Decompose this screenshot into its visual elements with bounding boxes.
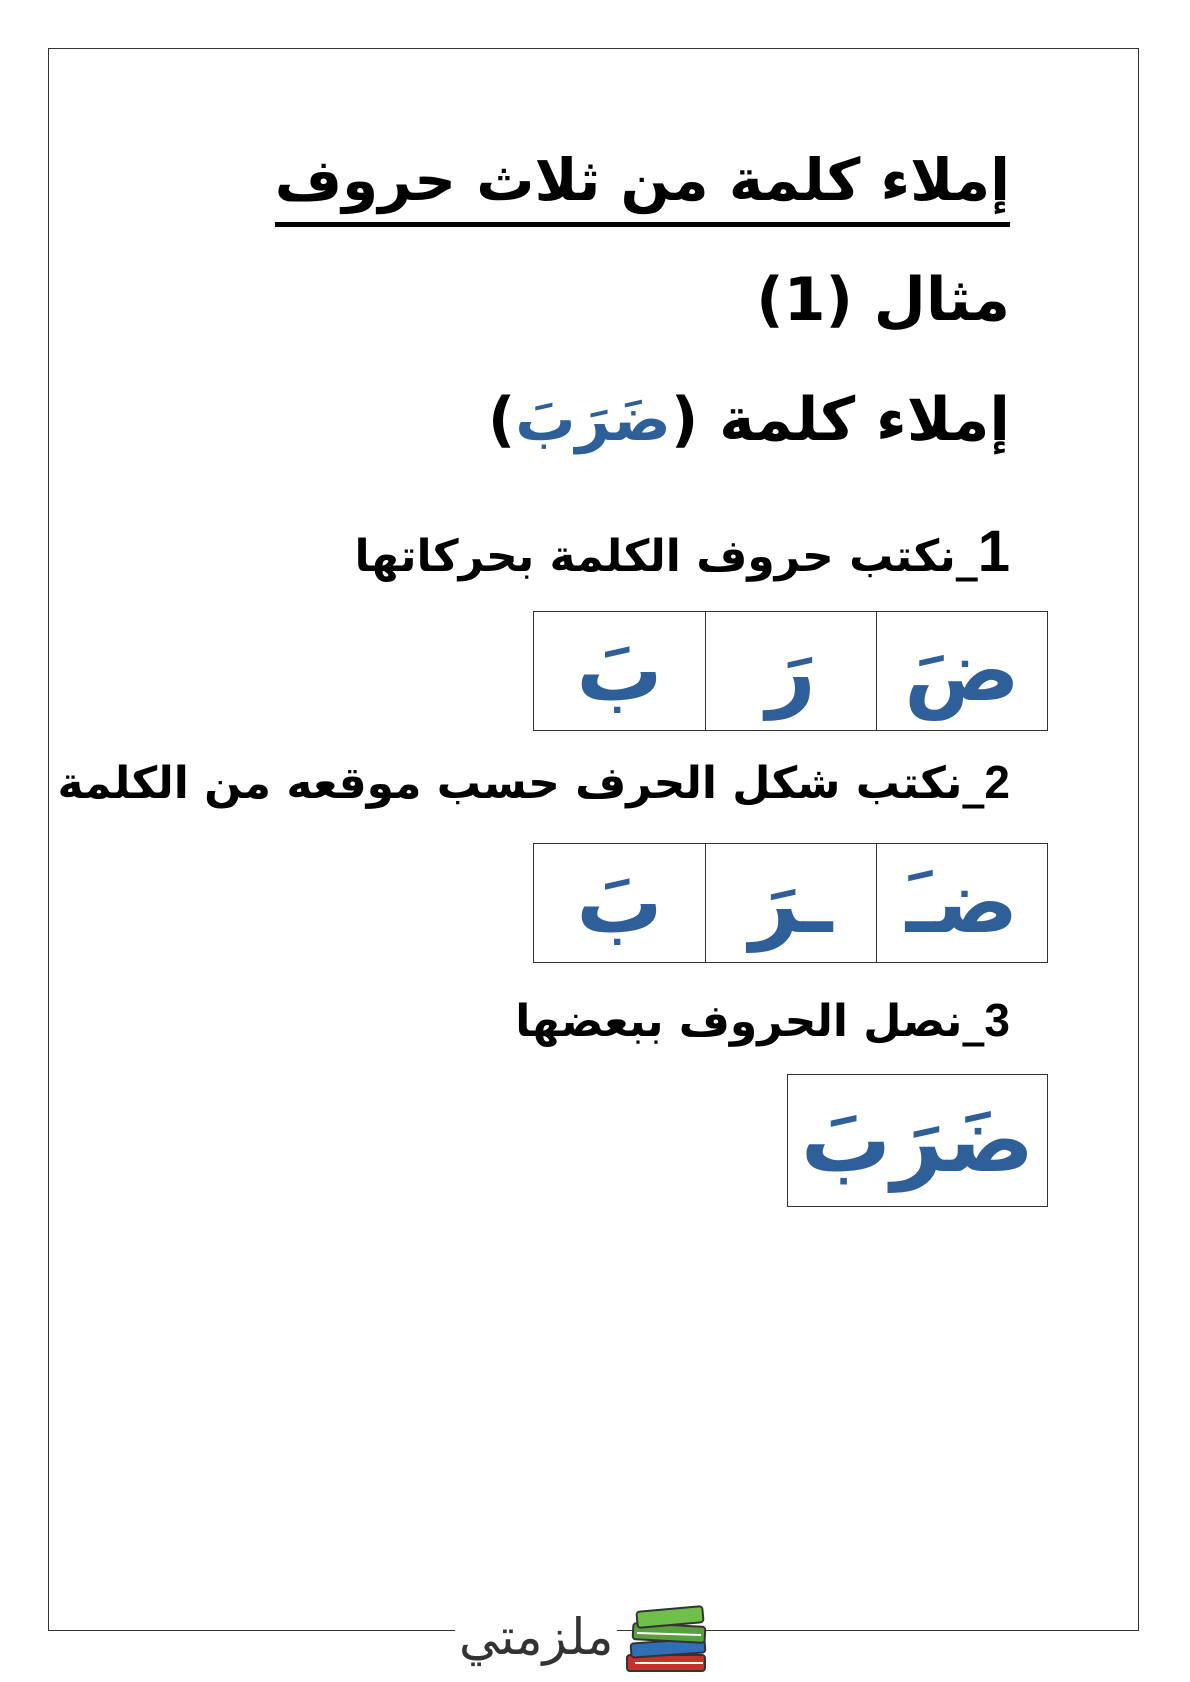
step-number: 3 [984, 994, 1010, 1046]
step-1 [354, 520, 1010, 589]
joined-word-box: ضَرَبَ [787, 1074, 1048, 1207]
page-title: إملاء كلمة من ثلاث حروف [275, 140, 1010, 227]
site-logo [455, 1592, 745, 1682]
step-2 [58, 750, 1010, 816]
step-text: _نكتب شكل الحرف حسب موقعه من الكلمة [57, 758, 985, 809]
logo-text: ملزمتي [455, 1608, 617, 1666]
dictation-word-line [488, 380, 1010, 460]
word-suffix: ) [487, 385, 516, 455]
letters-isolated-row [533, 611, 1048, 731]
letter-cell: بَ [576, 621, 663, 721]
letter-cell: رَ [705, 612, 876, 730]
step-3 [515, 988, 1010, 1054]
word-prefix: إملاء كلمة ( [670, 385, 1010, 455]
step-text: _نكتب حروف الكلمة بحركاتها [354, 531, 978, 582]
example-label: مثال (1) [756, 265, 1010, 335]
letter-cell: ضـَ [876, 844, 1047, 962]
letters-positional-row [533, 843, 1048, 963]
step-number: 1 [977, 519, 1010, 584]
step-number: 2 [984, 756, 1010, 808]
step-text: _نصل الحروف ببعضها [515, 996, 985, 1047]
letter-cell: ـرَ [705, 844, 876, 962]
letter-cell: بَ [576, 853, 663, 953]
letter-cell: ضَ [876, 612, 1047, 730]
books-stack-icon [623, 1597, 713, 1677]
dictation-word: ضَرَبَ [515, 385, 671, 455]
